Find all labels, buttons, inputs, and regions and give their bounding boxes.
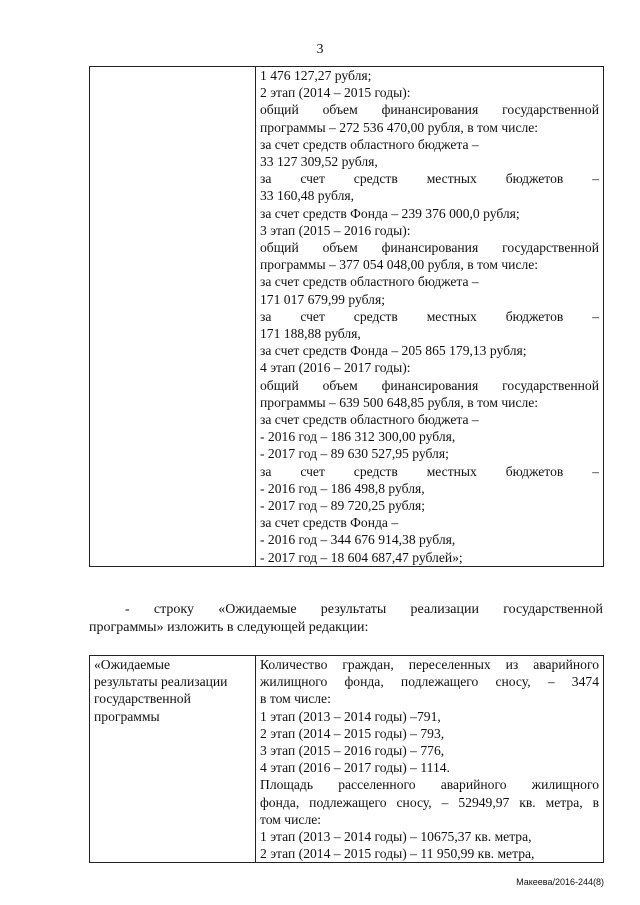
text-line: 4 этап (2016 – 2017 годы) – 1114. bbox=[260, 760, 450, 776]
text-line: общий объем финансирования государственной bbox=[260, 240, 599, 255]
document-footer-code: Макеева/2016-244(8) bbox=[516, 877, 604, 887]
text-line: 2 этап (2014 – 2015 годы) – 11 950,99 кв. метра, bbox=[260, 846, 535, 862]
text-line: жилищного фонда, подлежащего сносу, – 3474 bbox=[260, 674, 599, 690]
text-line: фонда, подлежащего сносу, – 52949,97 кв. метра, в bbox=[260, 794, 599, 810]
text-line: государственной bbox=[94, 691, 191, 707]
text-line: 171 017 679,99 рубля; bbox=[260, 291, 385, 307]
text-line: программы – 272 536 470,00 рубля, в том числе: bbox=[260, 119, 539, 135]
table-cell-left bbox=[90, 67, 256, 567]
text-line: - 2016 год – 186 312 300,00 рубля, bbox=[260, 429, 456, 445]
text-line: за счет средств местных бюджетов – bbox=[260, 308, 599, 324]
funding-text bbox=[260, 67, 599, 566]
table-cell-right bbox=[256, 67, 604, 567]
text-line: программы – 377 054 048,00 рубля, в том числе: bbox=[260, 257, 539, 273]
text-line: за счет средств местных бюджетов – bbox=[260, 463, 599, 479]
paragraph-line: - строку «Ожидаемые результаты реализации государственной bbox=[125, 602, 603, 617]
text-line: за счет средств областного бюджета – bbox=[260, 136, 479, 152]
text-line: 3 этап (2015 – 2016 годы) – 776, bbox=[260, 742, 445, 758]
text-line: - 2017 год – 18 604 687,47 рублей»; bbox=[260, 549, 463, 565]
text-line: 33 127 309,52 рубля, bbox=[260, 154, 378, 169]
text-line: в том числе: bbox=[260, 691, 331, 707]
text-line: за счет средств Фонда – 205 865 179,13 рубля; bbox=[260, 343, 527, 359]
text-line: результаты реализации bbox=[94, 674, 228, 690]
text-line: - 2016 год – 344 676 914,38 рубля, bbox=[260, 532, 456, 548]
text-line: программы – 639 500 648,85 рубля, в том числе: bbox=[260, 394, 539, 410]
text-line: - 2016 год – 186 498,8 рубля, bbox=[260, 480, 425, 496]
text-line: программы bbox=[94, 708, 160, 724]
table-row bbox=[90, 67, 604, 567]
row-heading bbox=[94, 656, 251, 725]
text-line: том числе: bbox=[260, 811, 322, 827]
text-line: за счет средств Фонда – bbox=[260, 515, 399, 531]
expected-results-table bbox=[89, 655, 604, 863]
text-line: за счет средств Фонда – 239 376 000,0 рубля; bbox=[260, 205, 520, 221]
paragraph-line: программы» изложить в следующей редакции: bbox=[89, 620, 369, 635]
instruction-paragraph bbox=[89, 601, 603, 637]
text-line: за счет средств областного бюджета – bbox=[260, 274, 479, 290]
text-line: Количество граждан, переселенных из аварийного bbox=[260, 657, 599, 672]
text-line: за счет средств областного бюджета – bbox=[260, 411, 479, 427]
page-number: 3 bbox=[316, 42, 324, 57]
text-line: 1 476 127,27 рубля; bbox=[260, 68, 372, 83]
table-cell-left bbox=[90, 656, 256, 863]
text-line: Площадь расселенного аварийного жилищного bbox=[260, 777, 599, 793]
text-line: 4 этап (2016 – 2017 годы): bbox=[260, 360, 411, 376]
table-cell-right bbox=[256, 656, 604, 863]
text-line: 1 этап (2013 – 2014 годы) –791, bbox=[260, 708, 441, 724]
results-text bbox=[260, 656, 599, 862]
text-line: за счет средств местных бюджетов – bbox=[260, 171, 599, 187]
funding-table bbox=[89, 66, 604, 567]
text-line: 33 160,48 рубля, bbox=[260, 188, 355, 204]
text-line: - 2017 год – 89 630 527,95 рубля; bbox=[260, 446, 449, 462]
text-line: 1 этап (2013 – 2014 годы) – 10675,37 кв. метра, bbox=[260, 828, 532, 844]
text-line: общий объем финансирования государственной bbox=[260, 377, 599, 393]
text-line: 3 этап (2015 – 2016 годы): bbox=[260, 222, 411, 238]
table-row bbox=[90, 656, 604, 863]
text-line: 2 этап (2014 – 2015 годы) – 793, bbox=[260, 725, 445, 741]
text-line: 171 188,88 рубля, bbox=[260, 325, 361, 341]
text-line: общий объем финансирования государственной bbox=[260, 102, 599, 118]
text-line: - 2017 год – 89 720,25 рубля; bbox=[260, 497, 426, 513]
text-line: «Ожидаемые bbox=[94, 657, 171, 672]
text-line: 2 этап (2014 – 2015 годы): bbox=[260, 85, 411, 101]
